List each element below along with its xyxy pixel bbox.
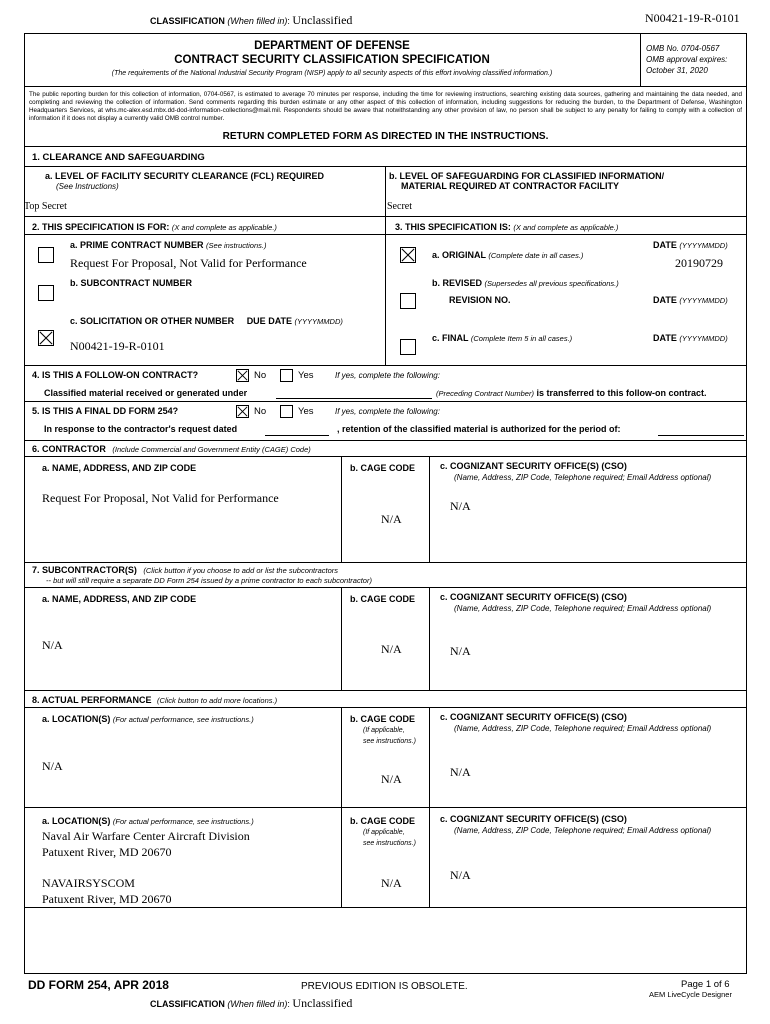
s1b-value[interactable]: Secret: [387, 201, 412, 212]
s2b-checkbox[interactable]: [38, 285, 54, 301]
s5-request-date-field[interactable]: [265, 435, 329, 436]
s8-r1-a-value[interactable]: N/A: [42, 759, 63, 773]
s4-no-label: No: [254, 370, 267, 381]
return-instruction: RETURN COMPLETED FORM AS DIRECTED IN THE INSTRUCTIONS.: [222, 131, 549, 142]
section-4-title: 4. IS THIS A FOLLOW-ON CONTRACT?: [32, 370, 199, 380]
s3a-label: a. ORIGINAL (Complete date in all cases.): [432, 250, 584, 260]
s7b-label: b. CAGE CODE: [350, 594, 416, 604]
omb-date: October 31, 2020: [646, 66, 708, 75]
s1b-label-1: b. LEVEL OF SAFEGUARDING FOR CLASSIFIED INFORMATION/: [389, 171, 665, 181]
s8-r2-b-label: b. CAGE CODE: [350, 816, 416, 826]
s7b-value[interactable]: N/A: [381, 642, 402, 656]
s8-r1-b-hint-1: (If applicable,: [363, 727, 405, 734]
s1a-hint: (See Instructions): [56, 182, 119, 191]
s6a-label: a. NAME, ADDRESS, AND ZIP CODE: [42, 463, 197, 473]
s8-r1-b-label: b. CAGE CODE: [350, 714, 416, 724]
s8-r1-c-hint: (Name, Address, ZIP Code, Telephone required; Email Address optional): [454, 724, 712, 733]
s8-r2-c-value[interactable]: N/A: [450, 868, 471, 882]
section-1-title: 1. CLEARANCE AND SAFEGUARDING: [32, 152, 205, 163]
s5-no-checkbox[interactable]: [236, 405, 249, 418]
s8-r2-a-line-4[interactable]: Patuxent River, MD 20670: [42, 892, 172, 906]
s8-r2-c-hint: (Name, Address, ZIP Code, Telephone required; Email Address optional): [454, 826, 712, 835]
s2c-checkbox[interactable]: [38, 330, 54, 346]
section-3-title: 3. THIS SPECIFICATION IS: (X and complete as applicable.): [395, 222, 619, 232]
s7c-label: c. COGNIZANT SECURITY OFFICE(S) (CSO): [440, 592, 627, 602]
section-8-title: 8. ACTUAL PERFORMANCE (Click button to add more locations.): [32, 695, 278, 705]
footer-obsolete: PREVIOUS EDITION IS OBSOLETE.: [301, 981, 468, 992]
document-number: N00421-19-R-0101: [645, 11, 740, 25]
s6c-label: c. COGNIZANT SECURITY OFFICE(S) (CSO): [440, 461, 627, 471]
s8-r2-b-hint-2: see instructions.): [363, 840, 416, 847]
classification-value: Unclassified: [292, 13, 353, 27]
s5-yes-label: Yes: [298, 406, 314, 417]
s6a-value[interactable]: Request For Proposal, Not Valid for Performance: [42, 491, 279, 505]
department-title: DEPARTMENT OF DEFENSE: [254, 40, 410, 52]
s7a-value[interactable]: N/A: [42, 638, 63, 652]
s3b-checkbox[interactable]: [400, 293, 416, 309]
s8-r1-b-hint-2: see instructions.): [363, 738, 416, 745]
s2c-label: c. SOLICITATION OR OTHER NUMBER DUE DATE (YYYYMMDD): [70, 316, 343, 326]
s2c-value[interactable]: N00421-19-R-0101: [70, 339, 165, 353]
s6c-hint: (Name, Address, ZIP Code, Telephone required; Email Address optional): [454, 473, 712, 482]
s8-r2-a-line-2[interactable]: Patuxent River, MD 20670: [42, 845, 172, 859]
s4-line2-b: (Preceding Contract Number) is transferred to this follow-on contract.: [436, 388, 707, 398]
s5-line2-a: In response to the contractor's request dated: [44, 424, 238, 434]
s2a-label: a. PRIME CONTRACT NUMBER (See instructions.): [70, 240, 267, 250]
classification-label: CLASSIFICATION: [150, 16, 225, 26]
burden-statement: The public reporting burden for this collection of information, 0704-0567, is estimated to average 70 minutes per response, including the time for reviewing instructions, searching existing data sources, gathering and maintaining the data needed, and completing and reviewing the collection of information. Send comments regarding this burden estimate or any other aspect of this collection of information, including suggestions for reducing the burden, to the Department of Defense, Washington Headquarters Services, at whs.mc-alex.esd.mbx.dd-dod-information-collections@mail.mil. Respondents should be aware that notwithstanding any other provision of law, no person shall be subject to any penalty for failing to comply with a collection of information if it does not display a currently valid OMB control number.: [29, 91, 742, 122]
form-title: CONTRACT SECURITY CLASSIFICATION SPECIFICATION: [174, 54, 490, 66]
section-7-hint-2: -- but will still require a separate DD Form 254 issued by a prime contractor to each subcontractor): [46, 576, 372, 585]
s8-r1-a-label: a. LOCATION(S) (For actual performance, see instructions.): [42, 714, 254, 724]
s4-preceding-contract-field[interactable]: [276, 398, 432, 399]
s1a-label: a. LEVEL OF FACILITY SECURITY CLEARANCE (FCL) REQUIRED: [45, 171, 325, 181]
s3c-checkbox[interactable]: [400, 339, 416, 355]
s4-yes-checkbox[interactable]: [280, 369, 293, 382]
s8-r1-c-label: c. COGNIZANT SECURITY OFFICE(S) (CSO): [440, 712, 627, 722]
s4-line2-a: Classified material received or generated under: [44, 388, 248, 398]
s3b-date-label: DATE (YYYYMMDD): [653, 295, 728, 305]
omb-expires: OMB approval expires:: [646, 55, 728, 64]
footer-page: Page 1 of 6: [681, 979, 730, 990]
s5-no-label: No: [254, 406, 267, 417]
s6b-label: b. CAGE CODE: [350, 463, 416, 473]
s5-yes-checkbox[interactable]: [280, 405, 293, 418]
s8-r1-b-value[interactable]: N/A: [381, 772, 402, 786]
s6b-value[interactable]: N/A: [381, 512, 402, 526]
classification-hint: (When filled in): [227, 16, 288, 26]
s2a-checkbox[interactable]: [38, 247, 54, 263]
s8-r2-a-line-1[interactable]: Naval Air Warfare Center Aircraft Division: [42, 829, 250, 843]
s3b-revision-label: REVISION NO.: [449, 295, 511, 305]
s7c-hint: (Name, Address, ZIP Code, Telephone required; Email Address optional): [454, 604, 712, 613]
section-2-title: 2. THIS SPECIFICATION IS FOR: (X and complete as applicable.): [32, 222, 277, 232]
s8-r2-c-label: c. COGNIZANT SECURITY OFFICE(S) (CSO): [440, 814, 627, 824]
s8-r1-c-value[interactable]: N/A: [450, 765, 471, 779]
s8-r2-b-value[interactable]: N/A: [381, 876, 402, 890]
s3c-date-label: DATE (YYYYMMDD): [653, 333, 728, 343]
s3a-date-value[interactable]: 20190729: [675, 256, 723, 270]
omb-number: OMB No. 0704-0567: [646, 44, 720, 53]
s4-no-checkbox[interactable]: [236, 369, 249, 382]
s8-r2-b-hint-1: (If applicable,: [363, 829, 405, 836]
s3a-date-label: DATE (YYYYMMDD): [653, 240, 728, 250]
s5-if-yes: If yes, complete the following:: [335, 407, 440, 416]
s5-period-field[interactable]: [658, 435, 744, 436]
footer-form-id: DD FORM 254, APR 2018: [28, 978, 169, 992]
s2a-value[interactable]: Request For Proposal, Not Valid for Performance: [70, 256, 307, 270]
top-classification: CLASSIFICATION (When filled in): Unclassified: [150, 13, 353, 27]
s8-r2-a-line-3[interactable]: NAVAIRSYSCOM: [42, 876, 135, 890]
s7c-value[interactable]: N/A: [450, 644, 471, 658]
footer-designer: AEM LiveCycle Designer: [649, 990, 732, 999]
s2b-label: b. SUBCONTRACT NUMBER: [70, 278, 192, 288]
bottom-classification: CLASSIFICATION (When filled in): Unclassified: [150, 996, 353, 1010]
s1b-label-2: MATERIAL REQUIRED AT CONTRACTOR FACILITY: [401, 181, 619, 191]
s4-if-yes: If yes, complete the following:: [335, 371, 440, 380]
s3a-checkbox[interactable]: [400, 247, 416, 263]
s6c-value[interactable]: N/A: [450, 499, 471, 513]
s1a-value[interactable]: Top Secret: [24, 201, 67, 212]
s8-r2-a-label: a. LOCATION(S) (For actual performance, see instructions.): [42, 816, 254, 826]
s7a-label: a. NAME, ADDRESS, AND ZIP CODE: [42, 594, 197, 604]
s4-yes-label: Yes: [298, 370, 314, 381]
section-7-title: 7. SUBCONTRACTOR(S) (Click button if you choose to add or list the subcontractors: [32, 565, 339, 575]
form-subtitle: (The requirements of the National Industrial Security Program (NISP) apply to all security aspects of this effort involving classified information.): [111, 70, 553, 77]
section-5-title: 5. IS THIS A FINAL DD FORM 254?: [32, 406, 179, 416]
s3c-label: c. FINAL (Complete Item 5 in all cases.): [432, 333, 573, 343]
section-6-title: 6. CONTRACTOR (Include Commercial and Government Entity (CAGE) Code): [32, 444, 311, 454]
s3b-label: b. REVISED (Supersedes all previous specifications.): [432, 278, 619, 288]
s5-line2-b: , retention of the classified material is authorized for the period of:: [337, 424, 621, 434]
